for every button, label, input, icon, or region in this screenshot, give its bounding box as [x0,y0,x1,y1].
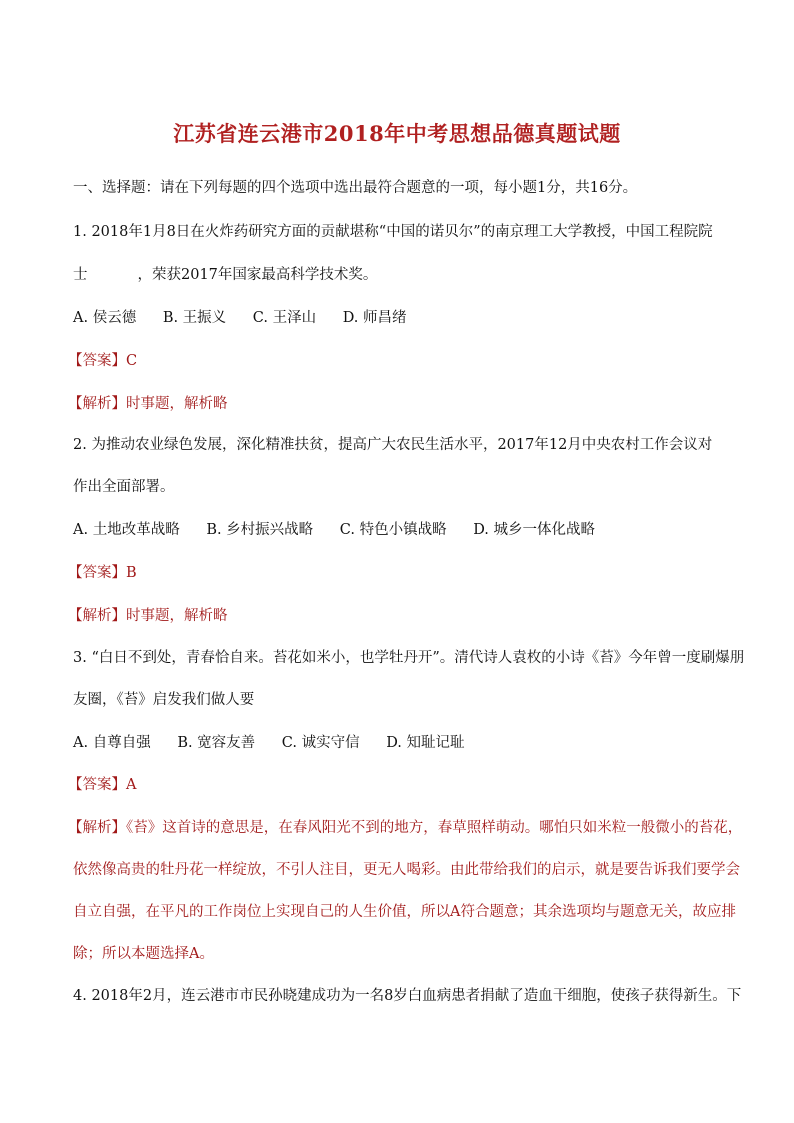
q1-options [73,308,429,328]
q1-analysis: 【解析】时事题，解析略 [68,396,228,412]
q3-option-b: B. 宽容友善 [177,735,256,751]
q1-stem-line2 [73,265,377,285]
q2-option-c: C. 特色小镇战略 [339,522,447,538]
q2-answer: 【答案】B [68,565,137,581]
q1-option-c: C. 王泽山 [252,310,317,326]
q3-option-c: C. 诚实守信 [281,735,360,751]
q1-stem-line2-suffix: ，荣获2017年国家最高科学技术奖。 [137,267,378,283]
q2-options [73,520,617,540]
q3-analysis-line3: 自立自强，在平凡的工作岗位上实现自己的人生价值，所以A符合题意；其余选项均与题意无关，故应排 [73,904,736,920]
q2-stem-line1: 2. 为推动农业绿色发展，深化精准扶贫，提高广大农民生活水平，2017年12月中央农村工作会议对 [73,437,713,453]
q1-stem-line2-prefix: 士 [73,267,88,283]
q3-options [73,733,487,753]
q1-option-b: B. 王振义 [162,310,227,326]
q3-answer: 【答案】A [68,777,137,793]
q2-option-d: D. 城乡一体化战略 [473,522,596,538]
q3-analysis-line4: 除；所以本题选择A。 [73,946,214,962]
q2-option-a: A. 土地改革战略 [73,522,180,538]
q1-stem-line1: 1. 2018年1月8日在火炸药研究方面的贡献堪称“中国的诺贝尔”的南京理工大学教授，中国工程院院 [73,224,713,240]
q3-stem-line1: 3. “白日不到处，青春恰自来。苔花如米小，也学牡丹开”。清代诗人袁枚的小诗《苔》今年曾一度刷爆朋 [73,650,745,666]
q3-stem-line2: 友圈，《苔》启发我们做人要 [73,692,255,708]
q3-option-d: D. 知耻记耻 [386,735,465,751]
page-title: 江苏省连云港市2018年中考思想品德真题试题 [173,121,621,146]
q1-answer: 【答案】C [68,353,138,369]
q3-analysis-line1: 【解析】《苔》这首诗的意思是，在春风阳光不到的地方，春草照样萌动。哪怕只如米粒一般微小的苔花， [68,820,743,836]
q3-analysis-line2: 依然像高贵的牡丹花一样绽放，不引人注目，更无人喝彩。由此带给我们的启示，就是要告诉我们要学会 [73,862,740,878]
q1-option-d: D. 师昌绪 [342,310,407,326]
q2-option-b: B. 乡村振兴战略 [206,522,314,538]
q3-option-a: A. 自尊自强 [73,735,151,751]
q1-option-a: A. 侯云德 [73,310,137,326]
q2-stem-line2: 作出全面部署。 [73,479,175,495]
section-instructions: 一、选择题：请在下列每题的四个选项中选出最符合题意的一项，每小题1分，共16分。 [73,180,638,196]
q2-analysis: 【解析】时事题，解析略 [68,608,228,624]
q4-stem-line1: 4. 2018年2月，连云港市市民孙晓建成功为一名8岁白血病患者捐献了造血干细胞，使孩子获得新生。下 [73,988,742,1004]
